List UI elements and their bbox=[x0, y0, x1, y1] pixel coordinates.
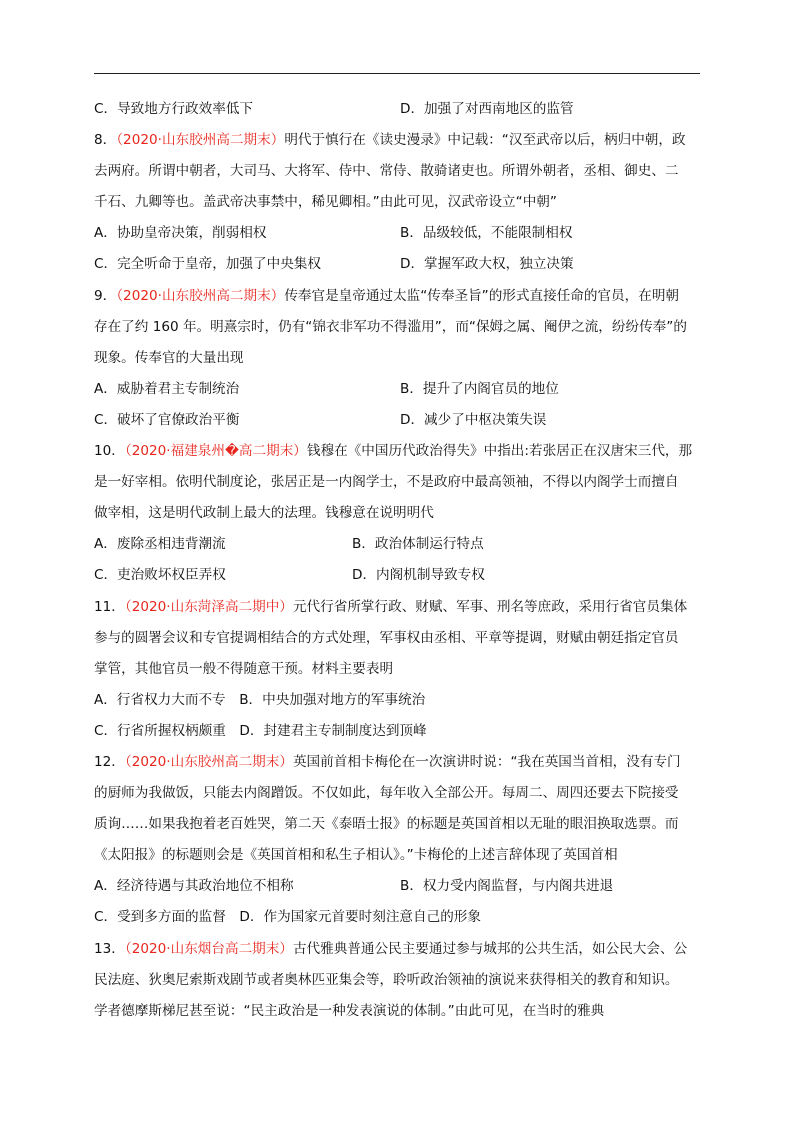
q12-stem-line-3: 质询……如果我抱着老百姓哭，第二天《泰晤士报》的标题是英国首相以无耻的眼泪换取选票。而 bbox=[94, 816, 679, 833]
q9-stem-text-1: 传奉官是皇帝通过太监“传奉圣旨”的形式直接任命的官员，在明朝 bbox=[284, 287, 680, 304]
q9-stem-line-1 bbox=[94, 281, 706, 312]
q12-option-b: B．权力受内阁监督，与内阁共进退 bbox=[400, 878, 614, 895]
q9-stem-line-2: 存在了约 160 年。明熹宗时，仍有“锦衣非军功不得滥用”，而“保姆之属、阉伊之流，纷纷传奉”的 bbox=[94, 318, 687, 335]
q9-options-ab bbox=[94, 374, 706, 405]
q10-source: （2020·福建泉州�高二期末） bbox=[124, 443, 307, 460]
q11-number: 11． bbox=[94, 598, 125, 615]
q12-options-cd: C．受到多方面的监督 D．作为国家元首要时刻注意自己的形象 bbox=[94, 909, 481, 926]
q8-stem-line-1 bbox=[94, 125, 706, 156]
q8-number: 8． bbox=[94, 132, 117, 149]
q8-option-d: D．掌握军政大权，独立决策 bbox=[400, 256, 574, 273]
q8-options-cd bbox=[94, 249, 706, 280]
q10-option-a: A．废除丞相违背潮流 bbox=[94, 536, 226, 553]
q10-stem-line-2: 是一好宰相。依明代制度论，张居正是一内阁学士，不是政府中最高领袖，不得以内阁学士而擅自 bbox=[94, 474, 679, 491]
q10-stem-text-1: 钱穆在《中国历代政治得失》中指出:若张居正在汉唐宋三代，那 bbox=[306, 443, 693, 460]
q9-number: 9． bbox=[94, 287, 117, 304]
q13-number: 13． bbox=[94, 940, 125, 957]
q11-source: （2020·山东菏泽高二期中） bbox=[124, 598, 293, 615]
q12-option-a: A．经济待遇与其政治地位不相称 bbox=[94, 878, 294, 895]
q9-source: （2020·山东胶州高二期末） bbox=[116, 287, 285, 304]
q7-option-c: C．导致地方行政效率低下 bbox=[94, 101, 254, 117]
q10-stem-line-1 bbox=[94, 436, 706, 467]
q12-source: （2020·山东胶州高二期末） bbox=[124, 753, 293, 770]
q8-option-a: A．协助皇帝决策，削弱相权 bbox=[94, 225, 267, 242]
q10-stem-line-3: 做宰相，这是明代政制上最大的法理。钱穆意在说明明代 bbox=[94, 505, 434, 522]
q12-stem-line-1 bbox=[94, 747, 706, 778]
q8-stem-line-2: 去两府。所谓中朝者，大司马、大将军、侍中、常侍、散骑诸吏也。所谓外朝者，丞相、御史、二 bbox=[94, 163, 679, 180]
q13-stem-line-2: 民法庭、狄奥尼索斯戏剧节或者奥林匹亚集会等，聆听政治领袖的演说来获得相关的教育和知识。 bbox=[94, 971, 679, 988]
q9-option-c: C．破坏了官僚政治平衡 bbox=[94, 411, 240, 428]
q12-stem-text-1: 英国前首相卡梅伦在一次演讲时说：“我在英国当首相，没有专门 bbox=[292, 753, 681, 770]
q11-options-ab: A．行省权力大而不专 B．中央加强对地方的军事统治 bbox=[94, 691, 426, 708]
q9-options-cd bbox=[94, 405, 706, 436]
q11-options-cd: C．行省所握权柄颇重 D．封建君主专制制度达到顶峰 bbox=[94, 722, 427, 739]
q8-source: （2020·山东胶州高二期末） bbox=[116, 132, 285, 149]
q9-option-a: A．威胁着君主专制统治 bbox=[94, 380, 240, 397]
q9-option-d: D．减少了中枢决策失误 bbox=[400, 411, 547, 428]
q13-stem-line-3: 学者德摩斯梯尼甚至说：“民主政治是一种发表演说的体制。”由此可见，在当时的雅典 bbox=[94, 1002, 605, 1019]
q13-source: （2020·山东烟台高二期末） bbox=[124, 940, 293, 957]
q8-options-ab bbox=[94, 218, 706, 249]
q10-option-b: B．政治体制运行特点 bbox=[352, 536, 484, 553]
q8-stem-text-1: 明代于慎行在《读史漫录》中记载：“汉至武帝以后，柄归中朝，政 bbox=[284, 132, 686, 149]
q12-number: 12． bbox=[94, 753, 125, 770]
q10-options-ab bbox=[94, 529, 706, 560]
q10-option-c: C．吏治败坏权臣弄权 bbox=[94, 567, 226, 584]
q12-stem-line-2: 的厨师为我做饭，只能去内阁蹭饭。不仅如此，每年收入全部公开。每周二、周四还要去下院接受 bbox=[94, 785, 679, 802]
q8-option-c: C．完全听命于皇帝，加强了中央集权 bbox=[94, 256, 321, 273]
q11-stem-line-3: 掌管，其他官员一般不得随意干预。材料主要表明 bbox=[94, 660, 394, 677]
q9-option-b: B．提升了内阁官员的地位 bbox=[400, 380, 559, 397]
q7-options-cd bbox=[94, 94, 706, 125]
q8-option-b: B．品级较低，不能限制相权 bbox=[400, 225, 573, 242]
q10-number: 10． bbox=[94, 443, 125, 460]
q11-stem-line-1 bbox=[94, 592, 706, 623]
q9-stem-line-3: 现象。传奉官的大量出现 bbox=[94, 349, 244, 366]
questions-content bbox=[94, 94, 706, 1027]
q11-stem-text-1: 元代行省所掌行政、财赋、军事、刑名等庶政，采用行省官员集体 bbox=[292, 598, 688, 615]
q13-stem-text-1: 古代雅典普通公民主要通过参与城邦的公共生活，如公民大会、公 bbox=[292, 940, 688, 957]
q12-stem-line-4: 《太阳报》的标题则会是《英国首相和私生子相认》。”卡梅伦的上述言辞体现了英国首相 bbox=[94, 847, 618, 864]
header-rule bbox=[94, 73, 700, 74]
q10-options-cd bbox=[94, 560, 706, 591]
q10-option-d: D．内阁机制导致专权 bbox=[352, 567, 485, 584]
q12-options-ab bbox=[94, 871, 706, 902]
q8-stem-line-3: 千石、九卿等也。盖武帝决事禁中，稀见卿相。”由此可见，汉武帝设立“中朝” bbox=[94, 194, 557, 211]
q7-option-d: D．加强了对西南地区的监管 bbox=[400, 101, 574, 117]
q11-stem-line-2: 参与的圆署会议和专官提调相结合的方式处理，军事权由丞相、平章等提调，财赋由朝廷指定官员 bbox=[94, 629, 679, 646]
q13-stem-line-1 bbox=[94, 934, 706, 965]
